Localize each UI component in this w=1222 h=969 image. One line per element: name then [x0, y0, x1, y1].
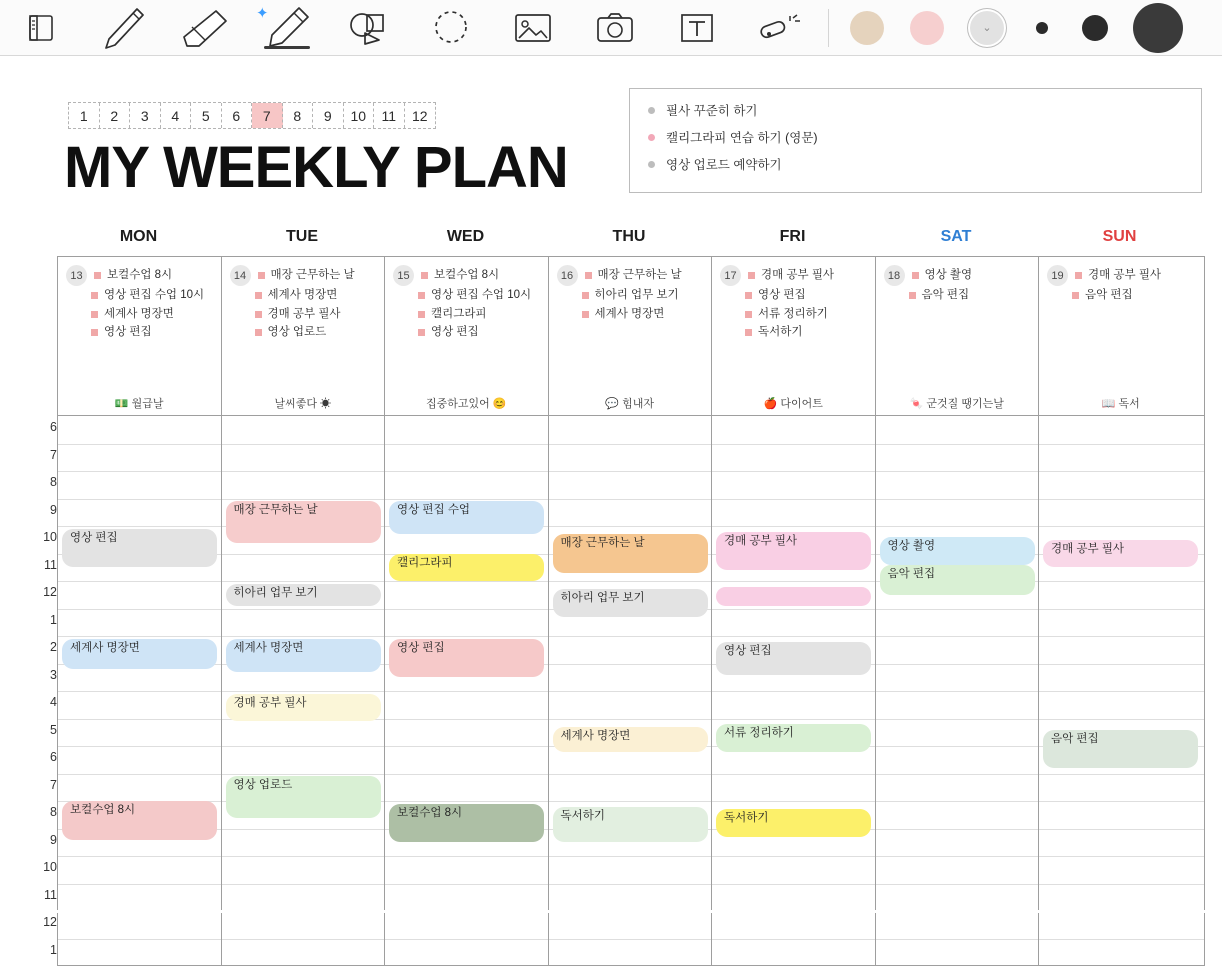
schedule-event[interactable]: 히아리 업무 보기	[226, 584, 381, 606]
page-title: MY WEEKLY PLAN	[64, 135, 568, 200]
stroke-size-medium[interactable]	[1082, 15, 1108, 41]
todo-item[interactable]	[415, 325, 542, 339]
hour-label: 3	[50, 667, 57, 682]
checkbox-icon[interactable]	[258, 272, 265, 279]
schedule-event[interactable]: 서류 정리하기	[716, 724, 871, 752]
time-grid	[30, 416, 1205, 966]
todo-item[interactable]	[88, 325, 215, 339]
hour-label: 9	[50, 502, 57, 517]
todo-item[interactable]	[88, 307, 215, 321]
day-card-doodle: 📖 독서	[1101, 398, 1140, 410]
weekday-header	[57, 228, 1205, 256]
todo-item[interactable]	[415, 288, 542, 302]
month-cell-1[interactable]: 1	[69, 103, 100, 128]
checkbox-icon[interactable]	[94, 272, 101, 279]
todo-text: 캘리그라피	[431, 307, 487, 320]
todo-item[interactable]	[906, 288, 1033, 302]
hour-label: 10	[43, 860, 57, 874]
todo-item[interactable]	[415, 307, 542, 321]
hour-label: 7	[50, 777, 57, 792]
day-card[interactable]	[1039, 257, 1203, 415]
hour-label: 4	[50, 695, 57, 709]
weekday-sat: SAT	[940, 228, 972, 245]
todo-text: 독서하기	[758, 326, 803, 339]
bullet-icon	[648, 107, 655, 114]
todo-item[interactable]	[418, 268, 499, 282]
hour-labels	[30, 416, 57, 966]
checkbox-icon[interactable]	[582, 292, 589, 299]
notebook-icon[interactable]	[0, 0, 82, 56]
schedule-event[interactable]: 보컬수업 8시	[389, 804, 544, 843]
day-card[interactable]	[549, 257, 713, 415]
grid-column-sat[interactable]	[876, 416, 1040, 965]
todo-item[interactable]	[252, 288, 379, 302]
todo-text: 서류 정리하기	[758, 307, 828, 320]
day-number: 13	[66, 265, 87, 286]
schedule-event[interactable]: 경매 공부 필사	[1043, 540, 1198, 568]
day-card[interactable]	[712, 257, 876, 415]
month-cell-6[interactable]: 6	[222, 103, 253, 128]
hour-label: 8	[50, 805, 57, 819]
checkbox-icon[interactable]	[909, 292, 916, 299]
shapes-icon[interactable]	[328, 0, 410, 56]
day-card[interactable]	[385, 257, 549, 415]
pen-icon[interactable]	[82, 0, 164, 56]
todo-text: 영상 편집 수업 10시	[431, 289, 532, 302]
text-box-icon[interactable]	[656, 0, 738, 56]
checkbox-icon[interactable]	[418, 311, 425, 318]
todo-text: 영상 편집	[758, 289, 806, 302]
todo-text: 음악 편집	[921, 289, 970, 302]
checkbox-icon[interactable]	[255, 292, 262, 299]
day-card-doodle: 💵 월급날	[114, 398, 164, 410]
month-cell-5[interactable]: 5	[191, 103, 222, 128]
memo-box[interactable]	[629, 88, 1202, 193]
hour-label: 12	[43, 915, 57, 929]
schedule-event[interactable]: 영상 편집	[716, 642, 871, 675]
todo-text: 경매 공부 필사	[1088, 269, 1162, 281]
highlighter-selected-underline	[264, 46, 310, 49]
todo-text: 세계사 명장면	[267, 289, 338, 302]
checkbox-icon[interactable]	[1072, 292, 1079, 299]
todo-item[interactable]	[255, 268, 355, 282]
grid-column-fri[interactable]	[712, 416, 876, 965]
day-card-doodle: 🍬 군것질 땡기는날	[909, 398, 1004, 410]
hour-label: 8	[50, 475, 57, 489]
schedule-event[interactable]: 보컬수업 8시	[62, 801, 217, 840]
day-number: 19	[1047, 265, 1068, 286]
todo-text: 매장 근무하는 날	[270, 269, 355, 281]
schedule-event[interactable]: 영상 편집	[62, 529, 217, 568]
hour-label: 10	[43, 530, 57, 544]
checkbox-icon[interactable]	[255, 311, 262, 318]
checkbox-icon[interactable]	[255, 329, 262, 336]
checkbox-icon[interactable]	[91, 329, 98, 336]
day-number: 16	[557, 265, 578, 286]
schedule-event[interactable]: 경매 공부 필사	[226, 694, 381, 722]
todo-text: 보컬수업 8시	[107, 269, 173, 281]
memo-item-text: 영상 업로드 예약하기	[666, 158, 782, 172]
month-cell-12[interactable]: 12	[411, 107, 428, 124]
highlighter-active-star: ✦	[256, 4, 269, 22]
day-number: 15	[393, 265, 414, 286]
todo-text: 경매 공부 필사	[267, 307, 341, 320]
laser-pointer-icon[interactable]	[738, 0, 820, 56]
schedule-event[interactable]: 캘리그라피	[389, 554, 544, 582]
month-cell-3[interactable]: 3	[130, 103, 161, 128]
hour-label: 5	[50, 722, 57, 737]
weekday-fri: FRI	[779, 228, 806, 245]
checkbox-icon[interactable]	[745, 329, 752, 336]
todo-text: 히아리 업무 보기	[594, 289, 679, 302]
schedule-event[interactable]: 음악 편집	[880, 565, 1035, 595]
day-card-doodle: 🍎 다이어트	[763, 398, 823, 410]
hour-label: 12	[43, 585, 57, 599]
checkbox-icon[interactable]	[748, 272, 755, 279]
memo-item-text: 필사 꾸준히 하기	[666, 104, 758, 118]
image-icon[interactable]	[492, 0, 574, 56]
schedule-event[interactable]: 세계사 명장면	[553, 727, 708, 752]
hour-label: 1	[50, 942, 57, 957]
checkbox-icon[interactable]	[585, 272, 592, 279]
schedule-event[interactable]: 독서하기	[553, 807, 708, 843]
month-cell-2[interactable]: 2	[100, 103, 131, 128]
schedule-grid-body[interactable]	[57, 416, 1205, 966]
color-swatch-beige[interactable]	[850, 11, 884, 45]
todo-item[interactable]	[742, 288, 869, 302]
checkbox-icon[interactable]	[91, 311, 98, 318]
day-number: 14	[230, 265, 251, 286]
day-number: 18	[884, 265, 905, 286]
todo-item[interactable]	[579, 307, 706, 321]
schedule-event[interactable]: 매장 근무하는 날	[226, 501, 381, 542]
todo-item[interactable]	[252, 325, 379, 339]
lasso-icon[interactable]	[410, 0, 492, 56]
hour-label: 6	[50, 420, 57, 434]
month-cell-8[interactable]: 8	[283, 103, 314, 128]
schedule-event[interactable]: 경매 공부 필사	[716, 532, 871, 571]
checkbox-icon[interactable]	[745, 311, 752, 318]
schedule-event[interactable]: 영상 편집 수업	[389, 501, 544, 534]
checkbox-icon[interactable]	[418, 329, 425, 336]
todo-item[interactable]	[579, 288, 706, 302]
hour-label: 9	[50, 832, 57, 847]
grid-column-thu[interactable]	[549, 416, 713, 965]
checkbox-icon[interactable]	[91, 292, 98, 299]
highlighter-icon[interactable]	[246, 0, 328, 56]
day-card[interactable]	[58, 257, 222, 415]
eraser-icon[interactable]	[164, 0, 246, 56]
hour-label: 6	[50, 750, 57, 764]
todo-text: 매장 근무하는 날	[597, 269, 682, 281]
todo-text: 경매 공부 필사	[761, 269, 835, 281]
month-cell-4[interactable]: 4	[161, 103, 192, 128]
memo-item	[648, 128, 1201, 146]
todo-text: 세계사 명장면	[594, 307, 665, 320]
color-swatch-pink[interactable]	[910, 11, 944, 45]
day-card[interactable]	[222, 257, 386, 415]
grid-column-tue[interactable]	[222, 416, 386, 965]
day-card-doodle: 💬 힘내자	[605, 398, 655, 410]
schedule-event[interactable]: 세계사 명장면	[226, 639, 381, 672]
todo-item[interactable]	[1069, 288, 1197, 302]
grid-column-mon[interactable]	[58, 416, 222, 965]
todo-text: 세계사 명장면	[104, 307, 174, 320]
todo-item[interactable]	[745, 268, 834, 282]
checkbox-icon[interactable]	[418, 292, 425, 299]
checkbox-icon[interactable]	[745, 292, 752, 299]
hour-label: 1	[50, 612, 57, 627]
weekday-wed: WED	[446, 228, 485, 245]
chevron-down-icon: ⌄	[982, 22, 992, 34]
month-cell-7[interactable]: 7	[252, 103, 283, 128]
todo-text: 영상 편집	[431, 326, 479, 339]
todo-text: 영상 편집 수업 10시	[104, 289, 205, 302]
todo-item[interactable]	[252, 307, 379, 321]
weekday-tue: TUE	[286, 228, 318, 245]
schedule-event[interactable]: 영상 촬영	[880, 537, 1035, 565]
weekday-thu: THU	[612, 228, 646, 245]
day-card-doodle: 집중하고있어 😊	[425, 398, 507, 410]
planner-page	[0, 56, 1222, 969]
memo-item-text: 캘리그라피 연습 하기 (영문)	[666, 131, 818, 145]
todo-item[interactable]	[582, 268, 682, 282]
bullet-icon	[648, 134, 655, 141]
todo-text: 영상 업로드	[267, 326, 327, 339]
weekday-mon: MON	[119, 228, 158, 245]
memo-item	[648, 155, 1201, 173]
todo-text: 보컬수업 8시	[434, 269, 500, 281]
schedule-event[interactable]: 영상 업로드	[226, 776, 381, 817]
bullet-icon	[648, 161, 655, 168]
month-cell-11[interactable]: 11	[374, 103, 405, 128]
todo-item[interactable]	[1072, 268, 1161, 282]
checkbox-icon[interactable]	[912, 272, 919, 279]
schedule-event[interactable]: 세계사 명장면	[62, 639, 217, 669]
camera-icon[interactable]	[574, 0, 656, 56]
todo-item[interactable]	[88, 288, 215, 302]
schedule-event[interactable]	[716, 587, 871, 606]
schedule-event[interactable]: 독서하기	[716, 809, 871, 837]
hour-label: 11	[44, 887, 57, 902]
day-card[interactable]	[876, 257, 1040, 415]
todo-text: 음악 편집	[1085, 289, 1133, 302]
stroke-size-large[interactable]	[1133, 3, 1183, 53]
memo-item	[648, 101, 1201, 119]
month-cell-10[interactable]: 10	[344, 103, 375, 128]
checkbox-icon[interactable]	[421, 272, 428, 279]
color-swatch-gray-selected[interactable]	[970, 11, 1004, 45]
stroke-size-small[interactable]	[1036, 22, 1048, 34]
toolbar-divider	[828, 9, 829, 47]
checkbox-icon[interactable]	[1075, 272, 1082, 279]
month-cell-9[interactable]: 9	[313, 103, 344, 128]
day-cards-row	[57, 256, 1205, 416]
todo-item[interactable]	[909, 268, 973, 282]
day-number: 17	[720, 265, 741, 286]
hour-label: 11	[44, 557, 57, 572]
todo-item[interactable]	[742, 325, 869, 339]
todo-text: 영상 편집	[104, 326, 152, 339]
schedule-event[interactable]: 히아리 업무 보기	[553, 589, 708, 617]
weekday-sun: SUN	[1102, 228, 1137, 245]
hour-label: 7	[50, 447, 57, 462]
month-selector[interactable]	[68, 102, 436, 129]
schedule-event[interactable]: 음악 편집	[1043, 730, 1198, 769]
schedule-event[interactable]: 매장 근무하는 날	[553, 534, 708, 573]
todo-text: 영상 촬영	[924, 269, 973, 281]
schedule-event[interactable]: 영상 편집	[389, 639, 544, 678]
grid-column-sun[interactable]	[1039, 416, 1203, 965]
checkbox-icon[interactable]	[582, 311, 589, 318]
todo-item[interactable]	[91, 268, 172, 282]
drawing-toolbar	[0, 0, 1222, 56]
day-card-doodle: 날씨좋다 ☀	[274, 398, 332, 410]
grid-column-wed[interactable]	[385, 416, 549, 965]
todo-item[interactable]	[742, 307, 869, 321]
hour-label: 2	[50, 640, 57, 654]
